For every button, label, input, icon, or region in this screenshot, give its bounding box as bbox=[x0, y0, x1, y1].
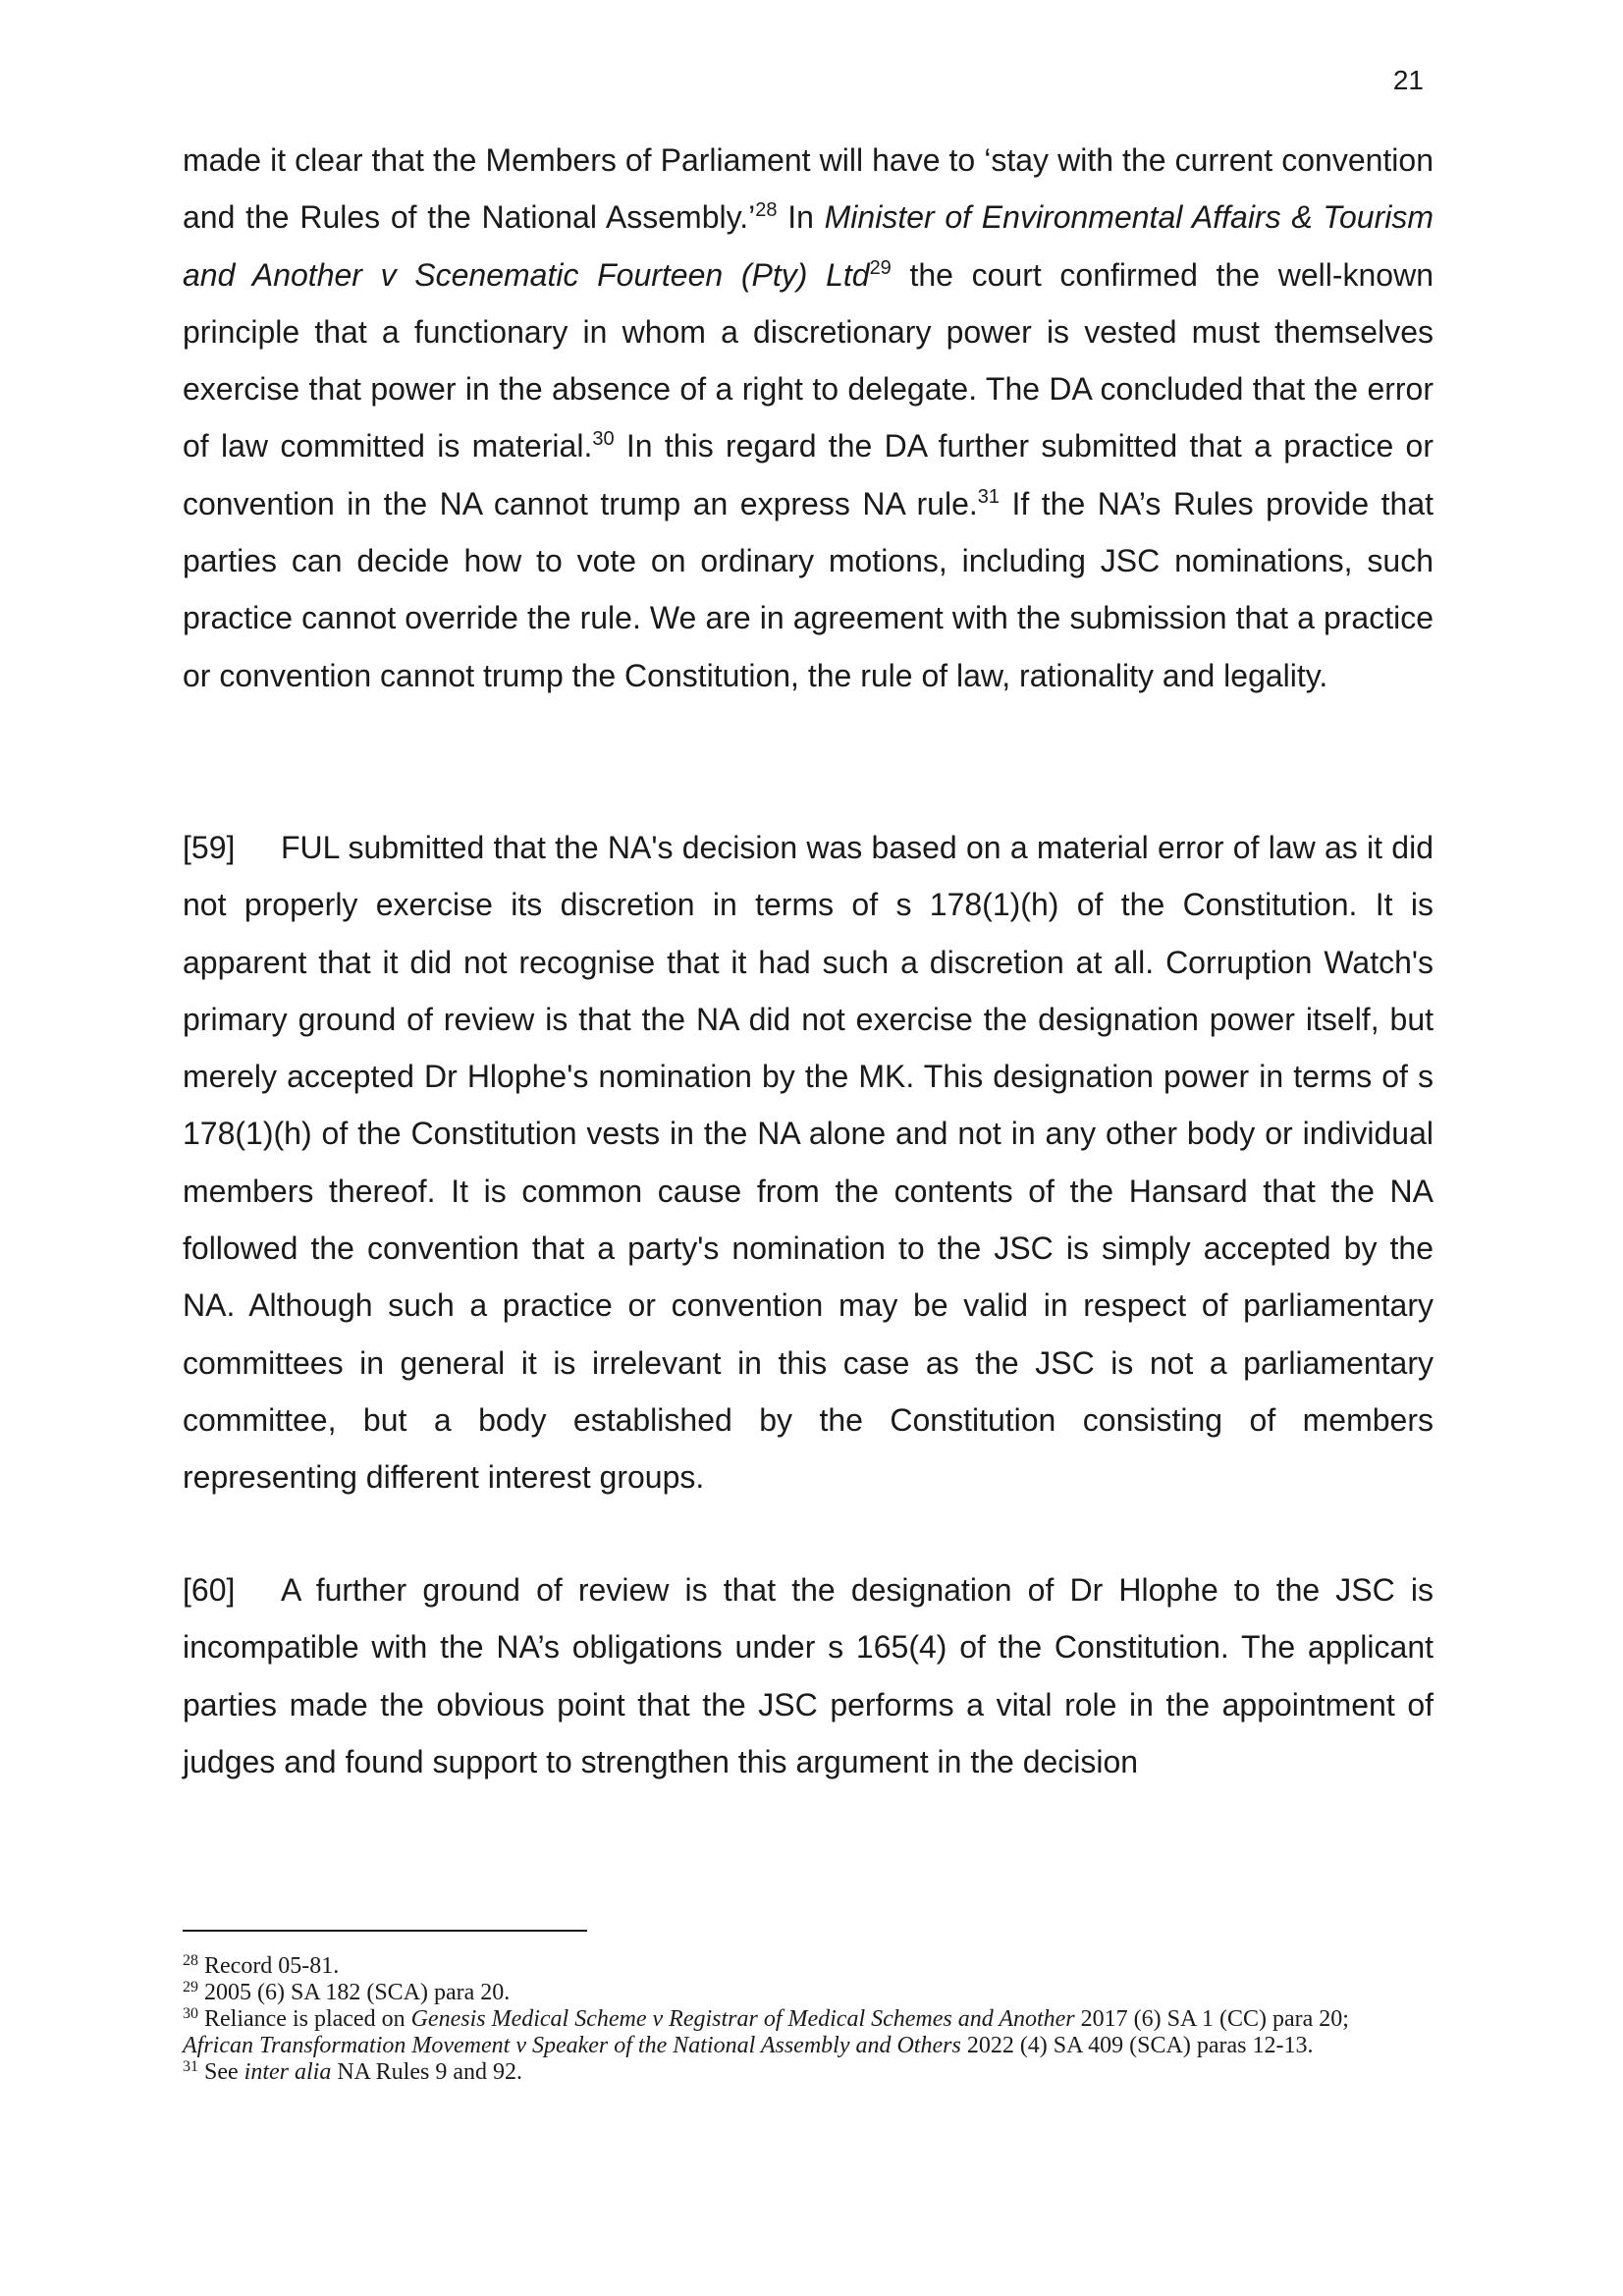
footnote-28 bbox=[183, 1953, 1410, 1980]
footnote-ref-28: 28 bbox=[755, 199, 778, 222]
footnote-text: 2017 (6) SA 1 (CC) para 20; bbox=[1074, 2006, 1349, 2032]
footnote-ref-29: 29 bbox=[869, 256, 892, 279]
footnote-31 bbox=[183, 2059, 1410, 2086]
footnote-number: 29 bbox=[183, 1979, 198, 1995]
page-number: 21 bbox=[1392, 65, 1424, 95]
footnote-text: Reliance is placed on bbox=[204, 2006, 411, 2032]
footnote-text: See bbox=[204, 2059, 244, 2085]
footnote-number: 31 bbox=[183, 2058, 198, 2075]
paragraph-text: FUL submitted that the NA's decision was based on a material error of law as it did not properly exercise its discretion in terms of s 178(1)(h) of the Constitution. It is apparent that it did not recognise that it had such a discretion at all. Corruption Watch's primary ground of review is that the NA did not exercise the designation power itself, but merely accepted Dr Hlophe's nomination by the MK. This designation power in terms of s 178(1)(h) of the Constitution vests in the NA alone and not in any other body or individual members thereof. It is common cause from the contents of the Hansard that the NA followed the convention that a party's nomination to the JSC is simply accepted by the NA. Although such a practice or convention may be valid in respect of parliamentary committees in general it is irrelevant in this case as the JSC is not a parliamentary committee, but a body established by the Constitution consisting of members representing different interest groups. bbox=[183, 830, 1434, 1496]
case-citation-atm: African Transformation Movement v Speaker of the National Assembly and Others bbox=[183, 2033, 961, 2058]
footnote-29 bbox=[183, 1980, 1410, 2006]
footnote-ref-31: 31 bbox=[977, 485, 1001, 508]
intro-text-1: made it clear that the Members of Parliament will have to ‘stay with the current convention and the Rules of the National Assembly.’ bbox=[183, 142, 1434, 236]
intro-text-5: If the NA’s Rules provide that parties can decide how to vote on ordinary motions, including JSC nominations, such practice cannot override the rule. We are in agreement with the submission that a practice or convention cannot trump the Constitution, the rule of law, rationality and legality. bbox=[183, 485, 1434, 693]
paragraph-59 bbox=[183, 819, 1434, 1506]
footnote-text: NA Rules 9 and 92. bbox=[331, 2059, 522, 2085]
footnote-number: 28 bbox=[183, 1952, 198, 1969]
footnote-number: 30 bbox=[183, 2005, 198, 2022]
case-citation-scenematic: Minister of Environmental Affairs & Tourism and Another v Scenematic Fourteen (Pty) Ltd bbox=[183, 199, 1434, 293]
paragraph-number: [60] bbox=[183, 1572, 236, 1608]
footnote-30 bbox=[183, 2006, 1410, 2059]
footnote-ref-30: 30 bbox=[592, 428, 615, 451]
footnotes bbox=[183, 1953, 1410, 2086]
footnote-text: Record 05-81. bbox=[204, 1953, 340, 1979]
paragraph-text: A further ground of review is that the designation of Dr Hlophe to the JSC is incompatible with the NA’s obligations under s 165(4) of the Constitution. The applicant parties made the obvious point that the JSC performs a vital role in the appointment of judges and found support to strengthen this argument in the decision bbox=[183, 1572, 1434, 1779]
intro-text-4: In this regard the DA further submitted that a practice or convention in the NA cannot trump an express NA rule. bbox=[183, 428, 1434, 521]
intro-text-2: In bbox=[777, 199, 825, 236]
footnote-text: 2005 (6) SA 182 (SCA) para 20. bbox=[204, 1980, 511, 2005]
footnote-text: 2022 (4) SA 409 (SCA) paras 12-13. bbox=[960, 2033, 1314, 2058]
paragraph-number: [59] bbox=[183, 830, 236, 865]
case-citation-genesis: Genesis Medical Scheme v Registrar of Medical Schemes and Another bbox=[410, 2006, 1075, 2032]
footnote-latin-term: inter alia bbox=[243, 2059, 332, 2085]
intro-text-3: the court confirmed the well-known principle that a functionary in whom a discretionary power is vested must themselves exercise that power in the absence of a right to delegate. The DA concluded that the error of law committed is material. bbox=[183, 256, 1434, 465]
paragraph-60 bbox=[183, 1561, 1434, 1790]
paragraph-continuation bbox=[183, 132, 1434, 704]
footnote-separator bbox=[183, 1930, 587, 1932]
